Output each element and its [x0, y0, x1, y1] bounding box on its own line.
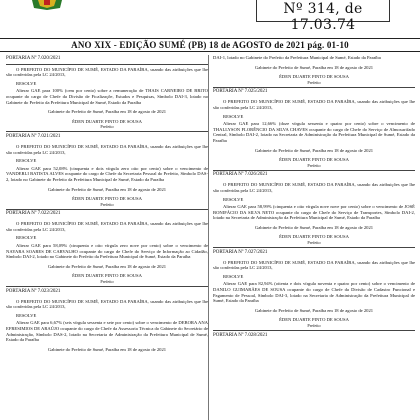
resolve-label: RESOLVE	[223, 113, 244, 119]
portaria-date: Gabinete do Prefeito de Sumé, Paraíba em 18 de agosto de 2021	[254, 224, 374, 230]
portaria-body: Alterar GAE para 58,09% (cinquenta e oito vírgula zero nove por cento) sobre o vencimento de NAYARA SOARES DE CARVALHO ocupante do cargo de Chefe do Serviço de Informação ao Cidadão, Símbolo DAI-2, lotado no Gabinete do Prefeito da Prefeitura Municipal de Sumé, Estado da Paraíba	[6, 243, 208, 260]
portaria-date: Gabinete do Prefeito de Sumé, Paraíba em 18 de agosto de 2021	[47, 346, 167, 352]
signature-name: ÉDEN DUARTE PINTO DE SOUSA	[279, 157, 349, 163]
resolve-label: RESOLVE	[16, 312, 37, 318]
left-column	[6, 55, 208, 352]
section-rule	[213, 247, 415, 248]
portaria-title: PORTARIA Nº 7.023/2021	[6, 288, 61, 294]
portaria-body: Alterar GAE para 6,67% (seis vírgula sessenta e sete por cento) sobre o vencimento de DEBORA ANA EFRESIMIOS DE ARAÚJO ocupante do cargo de Chefe da Assessoria Técnica do Gabinete do Secretário de Administração, Símbolo DAS-2, lotado na Secretaria de Administração da Prefeitura Municipal de Sumé, Estado da Paraíba	[6, 320, 208, 343]
section-rule	[213, 330, 415, 331]
portaria-date: Gabinete do Prefeito de Sumé, Paraíba em 18 de agosto de 2021	[254, 307, 374, 313]
section-rule	[6, 131, 208, 132]
portaria-date: Gabinete do Prefeito de Sumé, Paraíba em 18 de agosto de 2021	[254, 147, 374, 153]
signature-title: Prefeito	[307, 79, 321, 85]
column-divider	[208, 55, 209, 420]
signature-name: ÉDEN DUARTE PINTO DE SOUSA	[72, 196, 142, 202]
edition-bar	[0, 38, 420, 52]
resolve-label: RESOLVE	[223, 273, 244, 279]
right-column	[213, 55, 415, 339]
section-rule	[6, 286, 208, 287]
portaria-opening: O PREFEITO DO MUNICÍPIO DE SUMÉ, ESTADO DA PARAÍBA, usando das atribuições que lhe são conferidas pela LC 24/2013,	[6, 143, 208, 155]
signature-name: ÉDEN DUARTE PINTO DE SOUSA	[279, 74, 349, 80]
signature-title: Prefeito	[100, 201, 114, 207]
portaria-title: PORTARIA Nº 7.022/2021	[6, 211, 61, 217]
resolve-label: RESOLVE	[16, 80, 37, 86]
issue-box	[256, 0, 390, 33]
edition-line: ANO XIX - EDIÇÃO SUMÉ (PB) 18 de AGOSTO de 2021 pág. 01-10	[71, 40, 349, 50]
portaria-title: PORTARIA Nº 7.027/2021	[213, 249, 268, 255]
portaria-body: Alterar GAE para 82,94% (oitenta e dois vírgula noventa e quatro por cento) sobre o vencimento de DANILO GUIMARÃES DE SOUSA ocupante do cargo de Chefe da Divisão de Cadastro Funcional e Pagamento de Pessoal, Símbolo DAI-3, lotado na Secretaria de Administração da Prefeitura Municipal de Sumé, Estado da Paraíba	[213, 281, 415, 304]
portaria-date: Gabinete do Prefeito de Sumé, Paraíba em 18 de agosto de 2021	[47, 109, 167, 115]
issue-number: Nº 314, de 17.03.74	[283, 1, 363, 33]
portaria-opening: O PREFEITO DO MUNICÍPIO DE SUMÉ, ESTADO DA PARAÍBA, usando das atribuições que lhe são conferidas pela LC 24/2013,	[213, 182, 415, 193]
portaria-title: PORTARIA Nº 7.020/2021	[6, 56, 61, 61]
signature-title: Prefeito	[100, 279, 114, 285]
resolve-label: RESOLVE	[223, 196, 244, 202]
section-rule	[213, 87, 415, 88]
section-rule	[213, 170, 415, 171]
resolve-label: RESOLVE	[16, 235, 37, 241]
section-rule	[6, 64, 208, 65]
portaria-opening: O PREFEITO DO MUNICÍPIO DE SUMÉ, ESTADO DA PARAÍBA, usando das atribuições que lhe são conferidas pela LC 24/2013,	[6, 298, 208, 310]
portaria-body: Alterar GAE para 12,66% (doze vírgula sessenta e quatro por cento) sobre o vencimento de THALLYSON FLORÊNCIO DA SILVA CHAVES ocupante do cargo de Chefe do Serviço de Almoxarifado Central, Símbolo DAI-2, lotado na Secretaria de Administração da Prefeitura Municipal de Sumé, Estado da Paraíba	[213, 121, 415, 143]
portaria-body: Alterar GAE para 58,99% (cinquenta e oito vírgula nove nove por cento) sobre o vencimento de JOSÉ BONIFÁCIO DA SILVA NETO ocupante do cargo de Chefe do Serviço de Transportes, Símbolo DAI-2, lotado na Secretaria de Administração da Prefeitura Municipal de Sumé, Estado da Paraíba	[213, 204, 415, 221]
section-rule	[6, 209, 208, 210]
portaria-body: Alterar GAE para 52,08% (cinquenta e dois vírgula zero oito por cento) sobre o vencimento de VANDERLI BATISTA ALVES ocupante do cargo de Chefe da Secretaria Pessoal do Prefeito, Símbolo DAS-2, lotado no Gabinete do Prefeito da Prefeitura Municipal de Sumé, Estado da Paraíba	[6, 165, 208, 182]
portaria-title: PORTARIA Nº 7.025/2021	[213, 89, 268, 95]
signature-title: Prefeito	[307, 240, 321, 246]
portaria-opening: O PREFEITO DO MUNICÍPIO DE SUMÉ, ESTADO DA PARAÍBA, usando das atribuições que lhe são conferidas pela LC 24/2013,	[6, 221, 208, 232]
signature-name: ÉDEN DUARTE PINTO DE SOUSA	[279, 317, 349, 323]
portaria-date: Gabinete do Prefeito de Sumé, Paraíba em 18 de agosto de 2021	[254, 64, 374, 70]
resolve-label: RESOLVE	[16, 158, 37, 164]
signature-name: ÉDEN DUARTE PINTO DE SOUSA	[72, 118, 142, 124]
signature-title: Prefeito	[307, 162, 321, 168]
signature-name: ÉDEN DUARTE PINTO DE SOUSA	[279, 234, 349, 240]
municipal-crest-icon	[30, 0, 64, 10]
portaria-title: PORTARIA Nº 7.028/2021	[213, 332, 268, 338]
signature-title: Prefeito	[307, 323, 321, 328]
portaria-date: Gabinete do Prefeito de Sumé, Paraíba em 18 de agosto de 2021	[47, 186, 167, 192]
portaria-title: PORTARIA Nº 7.021/2021	[6, 133, 61, 139]
portaria-date: Gabinete do Prefeito de Sumé, Paraíba em 18 de agosto de 2021	[47, 263, 167, 269]
portaria-opening: O PREFEITO DO MUNICÍPIO DE SUMÉ, ESTADO DA PARAÍBA, usando das atribuições que lhe são conferidas pela LC 24/2013,	[213, 259, 415, 271]
portaria-body: Alterar GAE para 100% (cem por cento) sobre a remuneração de THAIS CARNEIRO DE BRITO ocupante do cargo de Chefe da Divisão de Ficalizaçõe, Estudos e Pesquisas, Símbolo DAI-3, lotado no Gabinete do Prefeito da Prefeitura Municipal de Sumé, Estado da Paraíba	[6, 88, 208, 105]
portaria-body-continued: DAI-1, lotado no Gabinete do Prefeito da Prefeitura Municipal de Sumé, Estado da Paraíba	[213, 55, 381, 60]
portaria-opening: O PREFEITO DO MUNICÍPIO DE SUMÉ, ESTADO DA PARAÍBA, usando das atribuições que lhe são conferidas pela LC 24/2013,	[6, 66, 208, 78]
portaria-title: PORTARIA Nº 7.026/2021	[213, 172, 268, 178]
signature-title: Prefeito	[100, 124, 114, 130]
signature-name: ÉDEN DUARTE PINTO DE SOUSA	[72, 273, 142, 279]
portaria-opening: O PREFEITO DO MUNICÍPIO DE SUMÉ, ESTADO DA PARAÍBA, usando das atribuições que lhe são conferidas pela LC 24/2013,	[213, 99, 415, 110]
